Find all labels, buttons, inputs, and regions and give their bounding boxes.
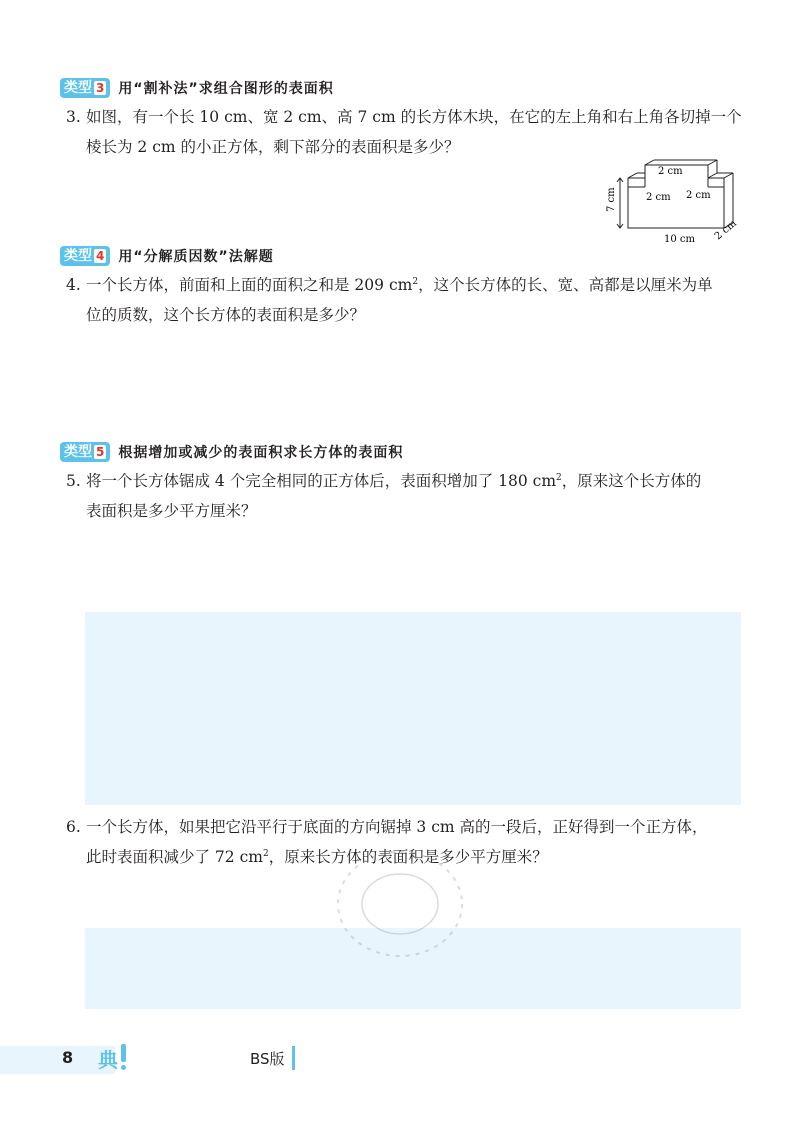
section-header-type4 [60,244,274,268]
type-badge: 类型 4 [60,246,110,266]
width-label: 2 cm [712,218,739,243]
question-6: 6. 一个长方体，如果把它沿平行于底面的方向锯掉 3 cm 高的一段后，正好得到一个正方体， 此时表面积减少了 72 $cm^2$，原来长方体的表面积是多少平方厘米？ [66,818,708,866]
section-title: 根据增加或减少的表面积求长方体的表面积 [118,445,404,461]
logo-exclamation-icon [121,1044,126,1062]
question-4: 4. 一个长方体，前面和上面的面积之和是 209 $cm^2$，这个长方体的长、宽、高都是以厘米为单 位的质数，这个长方体的表面积是多少？ [66,276,713,324]
logo-dot-icon [121,1065,126,1070]
length-label: 10 cm [664,234,695,245]
question-3: 3. 如图，有一个长 10 cm、宽 2 cm、高 7 cm 的长方体木块，在它的左上角和右上角各切掉一个 棱长为 2 cm 的小正方体，剩下部分的表面积是多少？ [66,108,742,156]
section-header-type5 [60,440,403,464]
question-5: 5. 将一个长方体锯成 4 个完全相同的正方体后，表面积增加了 180 $cm^2$，原来这个长方体的 表面积是多少平方厘米？ [66,472,702,520]
page-number: 8 [62,1048,74,1067]
cuboid-figure [608,160,748,250]
stamp-watermark [325,842,475,972]
top-label: 2 cm [658,166,683,177]
section-header-type3 [60,76,334,100]
logo-mark: 典 [98,1048,118,1072]
height-label: 7 cm [606,187,617,212]
type-badge: 类型 3 [60,78,110,98]
right-cut-label: 2 cm [686,190,711,201]
edition-divider [292,1046,295,1070]
section-title: 用“割补法”求组合图形的表面积 [118,81,334,97]
section-title: 用“分解质因数”法解题 [118,249,274,265]
type-badge: 类型 5 [60,442,110,462]
edition-label: BS版 [250,1050,285,1068]
left-cut-label: 2 cm [646,192,671,203]
answer-area[interactable] [85,612,741,805]
